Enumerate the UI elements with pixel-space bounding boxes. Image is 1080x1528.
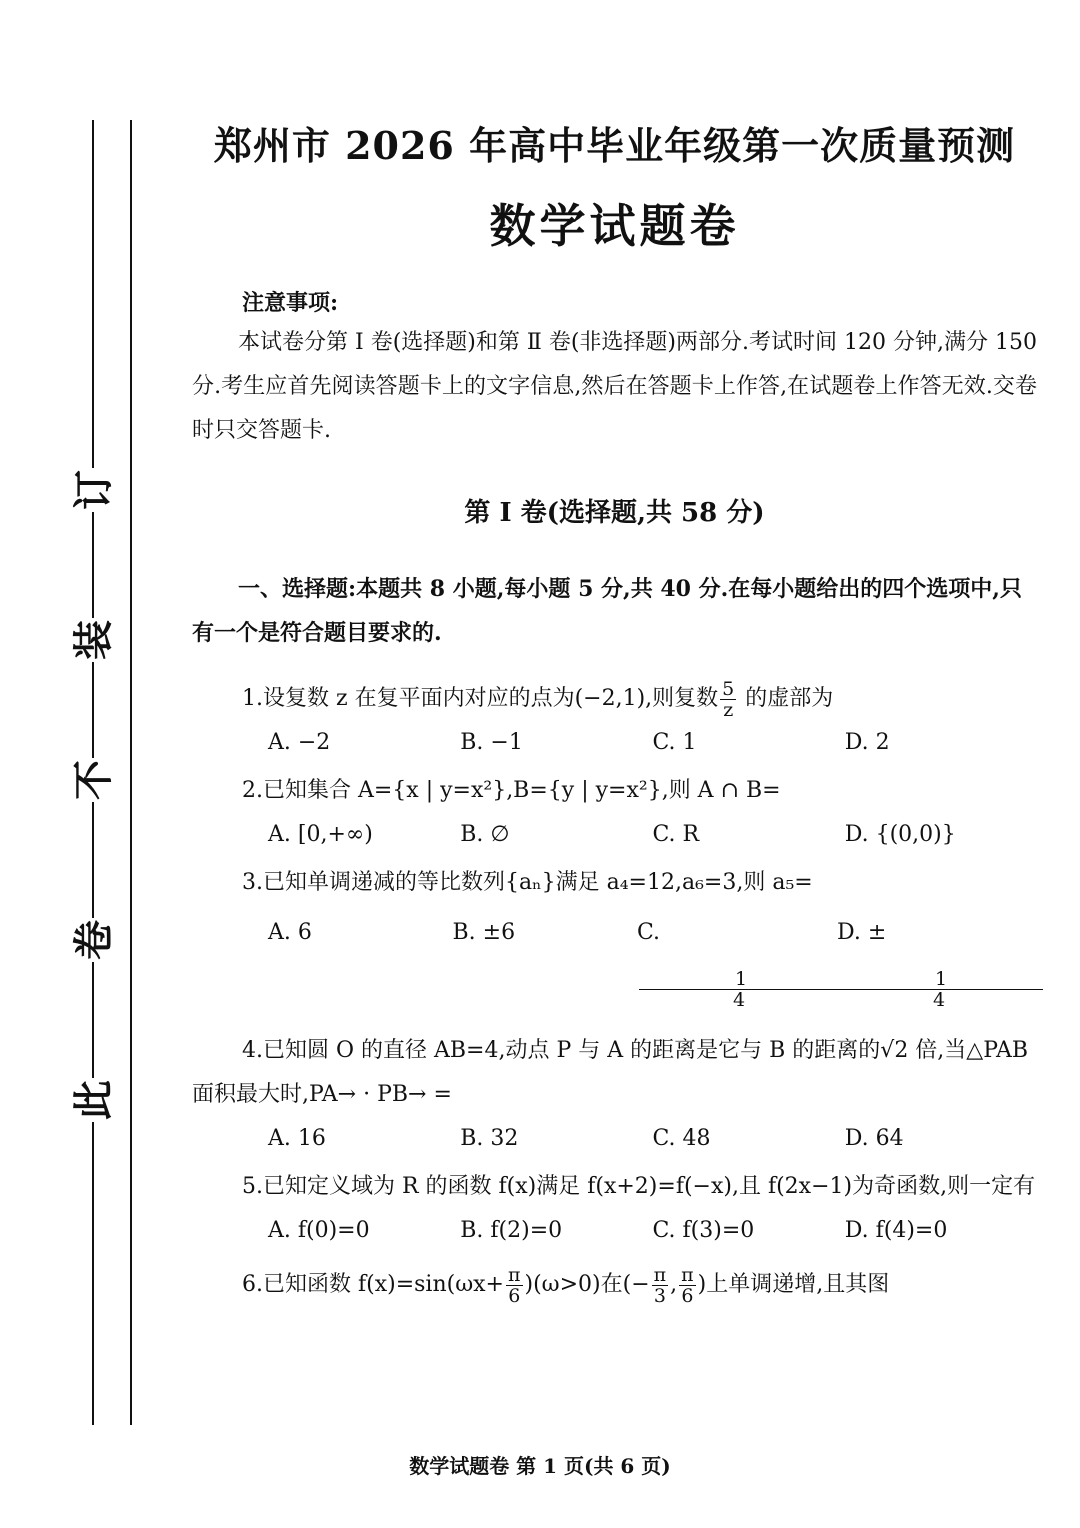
question-4-stem: 4.已知圆 O 的直径 AB=4,动点 P 与 A 的距离是它与 B 的距离的√2 倍,当△PAB 面积最大时,PA→ · PB→ =: [192, 1038, 1029, 1107]
q5-option-a[interactable]: A. f(0)=0: [268, 1218, 370, 1243]
q5-option-b[interactable]: B. f(2)=0: [460, 1218, 563, 1243]
question-3-options: [192, 905, 1037, 1017]
binding-line-right: [130, 120, 132, 1425]
q1-option-c[interactable]: C. 1: [652, 730, 697, 755]
question-5-options: [192, 1209, 1037, 1253]
question-3-stem: 3.已知单调递减的等比数列{aₙ}满足 a₄=12,a₆=3,则 a₅=: [242, 870, 813, 895]
binding-margin: [40, 120, 140, 1425]
q2-option-c[interactable]: C. R: [652, 822, 700, 847]
q3-c-fraction: $\frac{1}{4}$: [639, 969, 839, 1010]
q2-option-d[interactable]: D. {(0,0)}: [844, 822, 956, 847]
page-footer: 数学试题卷 第 1 页(共 6 页): [409, 1454, 671, 1478]
q5-option-d[interactable]: D. f(4)=0: [844, 1218, 948, 1243]
binding-char-zhuang: 装: [64, 618, 124, 662]
q3-option-c[interactable]: $C.\frac{1}{4}$: [637, 905, 837, 1017]
binding-char-ding: 订: [64, 468, 124, 512]
question-1-options: [192, 721, 1037, 765]
binding-char-ci: 此: [64, 1078, 124, 1122]
question-1-stem: 1.设复数 z 在复平面内对应的点为(−2,1),则复数 $\frac{5}{z}$ 的虚部为: [242, 677, 834, 721]
notice-body: 本试卷分第 Ⅰ 卷(选择题)和第 Ⅱ 卷(非选择题)两部分.考试时间 120 分钟,满分 150 分.考生应首先阅读答题卡上的文字信息,然后在答题卡上作答,在试题卷上作答无效.交卷时只交答题卡.: [192, 330, 1037, 443]
q3-option-a[interactable]: A. 6: [268, 920, 312, 945]
q1-fraction: $\frac{5}{z}$: [722, 677, 735, 721]
binding-char-juan: 卷: [64, 918, 124, 962]
notice-heading: 注意事项:: [242, 290, 339, 316]
q4-option-c[interactable]: C. 48: [652, 1126, 711, 1151]
q4-option-b[interactable]: B. 32: [460, 1126, 519, 1151]
section-title: 第 Ⅰ 卷(选择题,共 58 分): [464, 498, 765, 528]
part-one-heading: 一、选择题:本题共 8 小题,每小题 5 分,共 40 分.在每小题给出的四个选项中,只有一个是符合题目要求的.: [192, 576, 1022, 646]
q1-option-a[interactable]: A. −2: [268, 730, 331, 755]
q4-option-d[interactable]: D. 64: [844, 1126, 904, 1151]
exam-title: 郑州市 2026 年高中毕业年级第一次质量预测: [213, 123, 1016, 168]
q1-option-d[interactable]: D. 2: [844, 730, 890, 755]
q2-option-a[interactable]: A. [0,+∞): [268, 822, 373, 847]
exam-page: [192, 120, 1037, 1313]
q5-option-c[interactable]: C. f(3)=0: [652, 1218, 755, 1243]
question-2-options: [192, 813, 1037, 857]
exam-subtitle: 数学试题卷: [489, 199, 740, 253]
question-5-stem: 5.已知定义域为 R 的函数 f(x)满足 f(x+2)=f(−x),且 f(2x−1)为奇函数,则一定有: [242, 1174, 1036, 1199]
q3-option-d[interactable]: D. $\pm\frac{1}{4}$: [837, 905, 1037, 1017]
q4-option-a[interactable]: A. 16: [268, 1126, 326, 1151]
q3-option-b[interactable]: B. ±6: [452, 920, 516, 945]
question-6-stem: 6.已知函数 f(x)=sin(ωx+ $\frac{\pi}{6}$ )(ω>0)在(− $\frac{\pi}{3}$ , $\frac{\pi}{6}$ )上单调递增,且其图: [242, 1263, 890, 1307]
binding-char-bu: 不: [64, 758, 124, 802]
q3-d-fraction: $\frac{1}{4}$: [839, 969, 1039, 1010]
q2-option-b[interactable]: B. ∅: [460, 822, 510, 847]
question-4-options: [192, 1117, 1037, 1161]
question-2-stem: 2.已知集合 A={x | y=x²},B={y | y=x²},则 A ∩ B=: [242, 778, 781, 803]
q1-option-b[interactable]: B. −1: [460, 730, 523, 755]
